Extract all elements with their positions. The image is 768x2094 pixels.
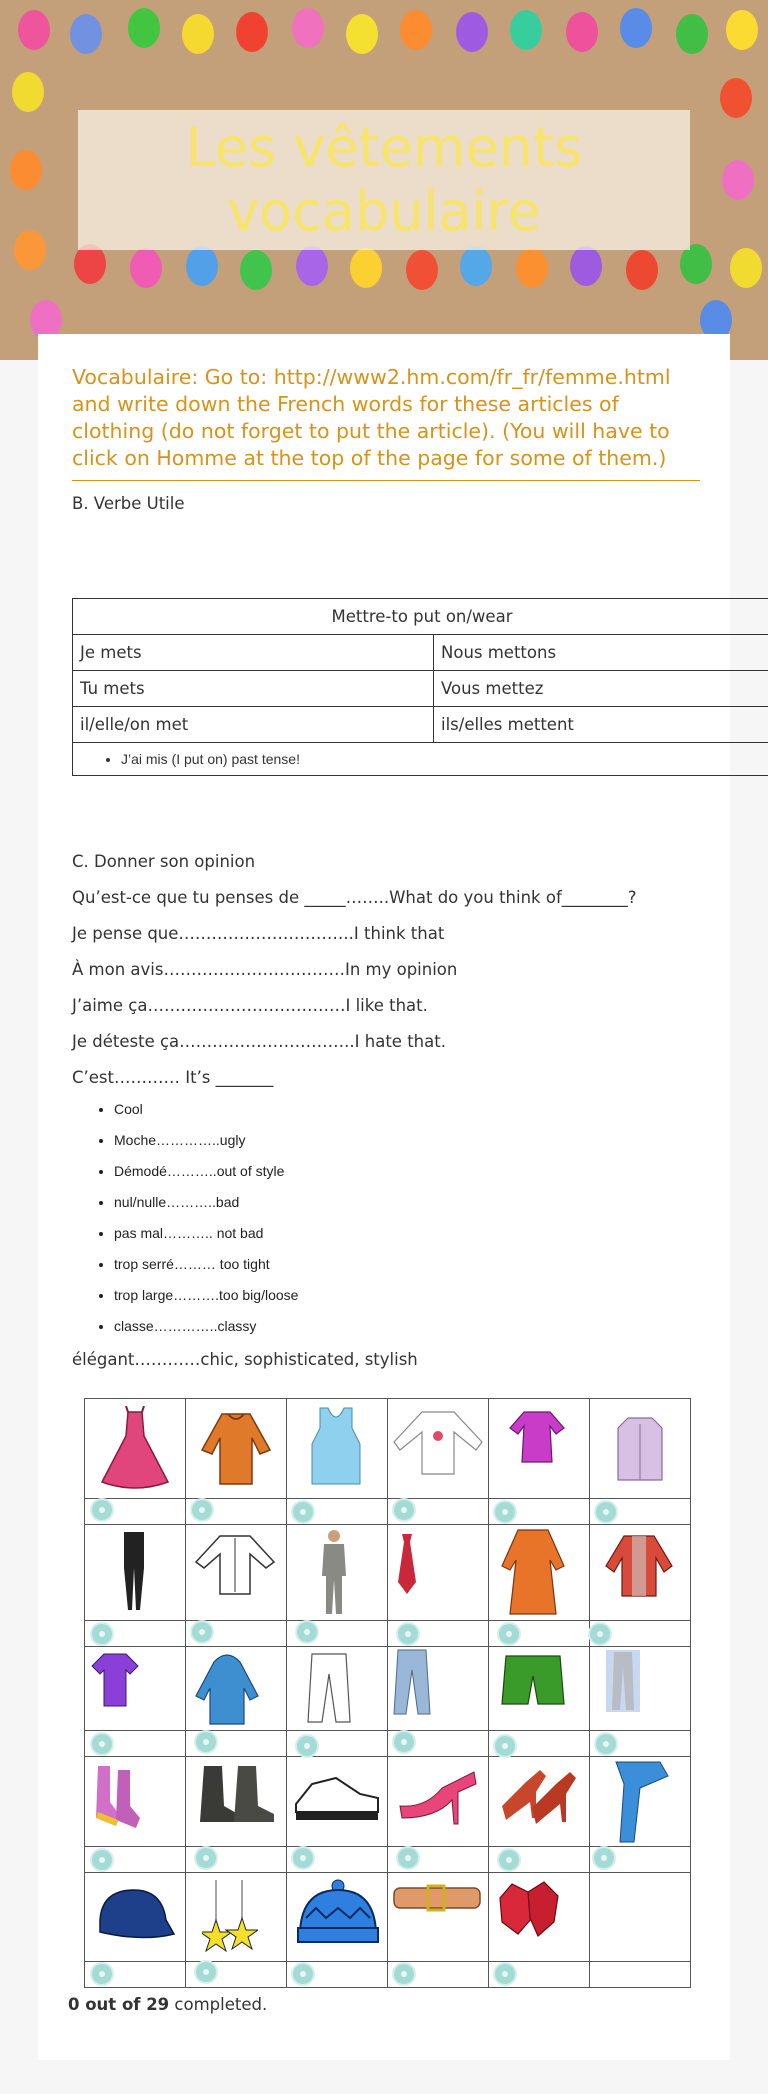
completion-count: 0 out of 29 <box>68 1995 170 2014</box>
boots-icon <box>194 1762 278 1828</box>
adjective-item: • Démodé………..out of style <box>114 1156 298 1187</box>
page-title <box>186 116 583 244</box>
item-radio-button[interactable] <box>495 1964 515 1984</box>
leggings-icon <box>114 1528 154 1616</box>
verb-cell: il/elle/on met <box>73 707 434 743</box>
item-radio-button[interactable] <box>398 1624 418 1644</box>
title-line-2: vocabulaire <box>227 180 541 243</box>
adjective-item: • Cool <box>114 1094 298 1125</box>
banner-dot <box>14 230 46 270</box>
socks-icon <box>90 1762 146 1832</box>
banner-dot <box>570 246 602 286</box>
tank-top-icon <box>306 1404 366 1490</box>
banner-dot <box>676 14 708 54</box>
completion-status <box>68 1995 267 2014</box>
item-radio-button[interactable] <box>92 1964 112 1984</box>
item-radio-button[interactable] <box>590 1624 610 1644</box>
opinion-line: J’aime ça………………………………I like that. <box>72 996 428 1015</box>
adjective-item: • nul/nulle………..bad <box>114 1187 298 1218</box>
grid-line <box>690 1398 691 1988</box>
adjective-item: • Moche…………..ugly <box>114 1125 298 1156</box>
banner-dot <box>406 250 438 290</box>
jacket-icon <box>602 1532 676 1602</box>
opinion-line: Je pense que…………………………..I think that <box>72 924 445 943</box>
grid-line <box>387 1398 388 1988</box>
item-radio-button[interactable] <box>297 1622 317 1642</box>
item-radio-button[interactable] <box>196 1848 216 1868</box>
suit-icon <box>312 1528 356 1618</box>
item-radio-button[interactable] <box>196 1962 216 1982</box>
item-radio-button[interactable] <box>394 1964 414 1984</box>
banner-dot <box>620 8 652 48</box>
completion-suffix: completed. <box>169 1995 268 2014</box>
item-radio-button[interactable] <box>398 1848 418 1868</box>
opinion-line: C’est………… It’s _______ <box>72 1068 274 1087</box>
grid-line <box>589 1398 590 1988</box>
hoodie-icon <box>192 1652 262 1728</box>
opinion-line: élégant…………chic, sophisticated, stylish <box>72 1350 418 1369</box>
white-pants-icon <box>304 1650 354 1726</box>
section-b-heading: B. Verbe Utile <box>72 494 185 513</box>
opinion-line: Je déteste ça…………………………..I hate that. <box>72 1032 446 1051</box>
item-radio-button[interactable] <box>394 1500 414 1520</box>
long-sleeve-shirt-icon <box>390 1408 486 1478</box>
title-line-1: Les vêtements <box>185 116 583 179</box>
banner-dot <box>680 244 712 284</box>
banner-dot <box>292 8 324 48</box>
adjective-item: • classe…………..classy <box>114 1311 298 1342</box>
section-c-heading: C. Donner son opinion <box>72 852 256 871</box>
earrings-icon <box>202 1876 258 1956</box>
banner-dot <box>296 246 328 286</box>
opinion-line: Qu’est-ce que tu penses de _____……..What do you think of________? <box>72 888 637 907</box>
scarf-icon <box>596 1758 676 1844</box>
verb-cell: Je mets <box>73 635 434 671</box>
sweater-icon <box>196 1406 276 1490</box>
adjective-item: • pas mal……….. not bad <box>114 1218 298 1249</box>
verb-table-note-cell <box>73 743 768 776</box>
cap-icon <box>92 1884 176 1948</box>
adjective-item: • trop large……….too big/loose <box>114 1280 298 1311</box>
high-heel-icon <box>396 1768 480 1828</box>
item-radio-button[interactable] <box>594 1848 614 1868</box>
grid-line <box>488 1398 489 1988</box>
banner-dot <box>460 246 492 286</box>
item-radio-button[interactable] <box>192 1622 212 1642</box>
banner-dot <box>74 244 106 284</box>
banner-dot <box>566 12 598 52</box>
item-radio-button[interactable] <box>293 1848 313 1868</box>
past-tense-note: • J’ai mis (I put on) past tense! <box>121 751 764 767</box>
verb-cell: Nous mettons <box>434 635 768 671</box>
opinion-line: À mon avis……………………………In my opinion <box>72 960 458 979</box>
banner-dot <box>510 10 542 50</box>
tie-icon <box>392 1532 422 1598</box>
grid-line <box>185 1398 186 1988</box>
item-radio-button[interactable] <box>495 1502 515 1522</box>
banner-dot <box>236 12 268 52</box>
banner-dot <box>182 14 214 54</box>
t-shirt-icon <box>90 1650 140 1710</box>
banner-dot <box>12 72 44 112</box>
header-banner <box>0 0 768 360</box>
gloves-icon <box>494 1878 564 1940</box>
verb-table-header: Mettre-to put on/wear <box>73 599 768 635</box>
shorts-icon <box>500 1652 566 1708</box>
item-radio-button[interactable] <box>499 1850 519 1870</box>
banner-dot <box>186 246 218 286</box>
banner-dot <box>70 14 102 54</box>
instructions-heading: Vocabulaire: Go to: http://www2.hm.com/fr_fr/femme.html and write down the French words for these articles of clothing (do not forget to put the article). (You will have to click on Homme at the top of the page for some of them.) <box>72 365 671 470</box>
banner-dot <box>346 14 378 54</box>
item-radio-button[interactable] <box>499 1624 519 1644</box>
banner-dot <box>730 248 762 288</box>
item-radio-button[interactable] <box>596 1734 616 1754</box>
trousers-icon <box>604 1648 644 1714</box>
sneakers-icon <box>292 1764 382 1826</box>
verb-cell: Tu mets <box>73 671 434 707</box>
title-box <box>78 110 690 250</box>
jeans-icon <box>392 1648 432 1718</box>
item-radio-button[interactable] <box>495 1736 515 1756</box>
verb-table <box>72 598 768 776</box>
banner-dot <box>240 250 272 290</box>
item-radio-button[interactable] <box>293 1964 313 1984</box>
item-radio-button[interactable] <box>394 1732 414 1752</box>
clothing-grid <box>84 1398 691 1988</box>
dress-icon <box>98 1406 172 1492</box>
item-radio-button[interactable] <box>92 1500 112 1520</box>
verb-cell: Vous mettez <box>434 671 768 707</box>
item-radio-button[interactable] <box>92 1734 112 1754</box>
banner-dot <box>10 150 42 190</box>
banner-dot <box>130 248 162 288</box>
banner-dot <box>350 248 382 288</box>
item-radio-button[interactable] <box>196 1732 216 1752</box>
sandals-icon <box>496 1762 582 1828</box>
item-radio-button[interactable] <box>92 1850 112 1870</box>
item-radio-button[interactable] <box>297 1736 317 1756</box>
item-radio-button[interactable] <box>92 1624 112 1644</box>
blouse-icon <box>506 1406 568 1468</box>
adjective-item: • trop serré……… too tight <box>114 1249 298 1280</box>
item-radio-button[interactable] <box>596 1502 616 1522</box>
verb-cell: ils/elles mettent <box>434 707 768 743</box>
beanie-icon <box>292 1878 384 1948</box>
item-radio-button[interactable] <box>293 1502 313 1522</box>
banner-dot <box>626 250 658 290</box>
cardigan-icon <box>592 1414 688 1484</box>
coat-icon <box>498 1526 568 1618</box>
dress-shirt-icon <box>192 1532 278 1598</box>
banner-dot <box>456 12 488 52</box>
banner-dot <box>400 10 432 50</box>
banner-dot <box>18 10 50 50</box>
banner-dot <box>720 78 752 118</box>
banner-dot <box>722 160 754 200</box>
banner-dot <box>516 248 548 288</box>
banner-dot <box>128 8 160 48</box>
item-radio-button[interactable] <box>192 1500 212 1520</box>
belt-icon <box>392 1882 482 1916</box>
grid-line <box>84 1398 85 1988</box>
banner-dot <box>726 10 758 50</box>
heading-divider <box>72 480 700 481</box>
grid-line <box>286 1398 287 1988</box>
adjective-list <box>72 1094 298 1342</box>
